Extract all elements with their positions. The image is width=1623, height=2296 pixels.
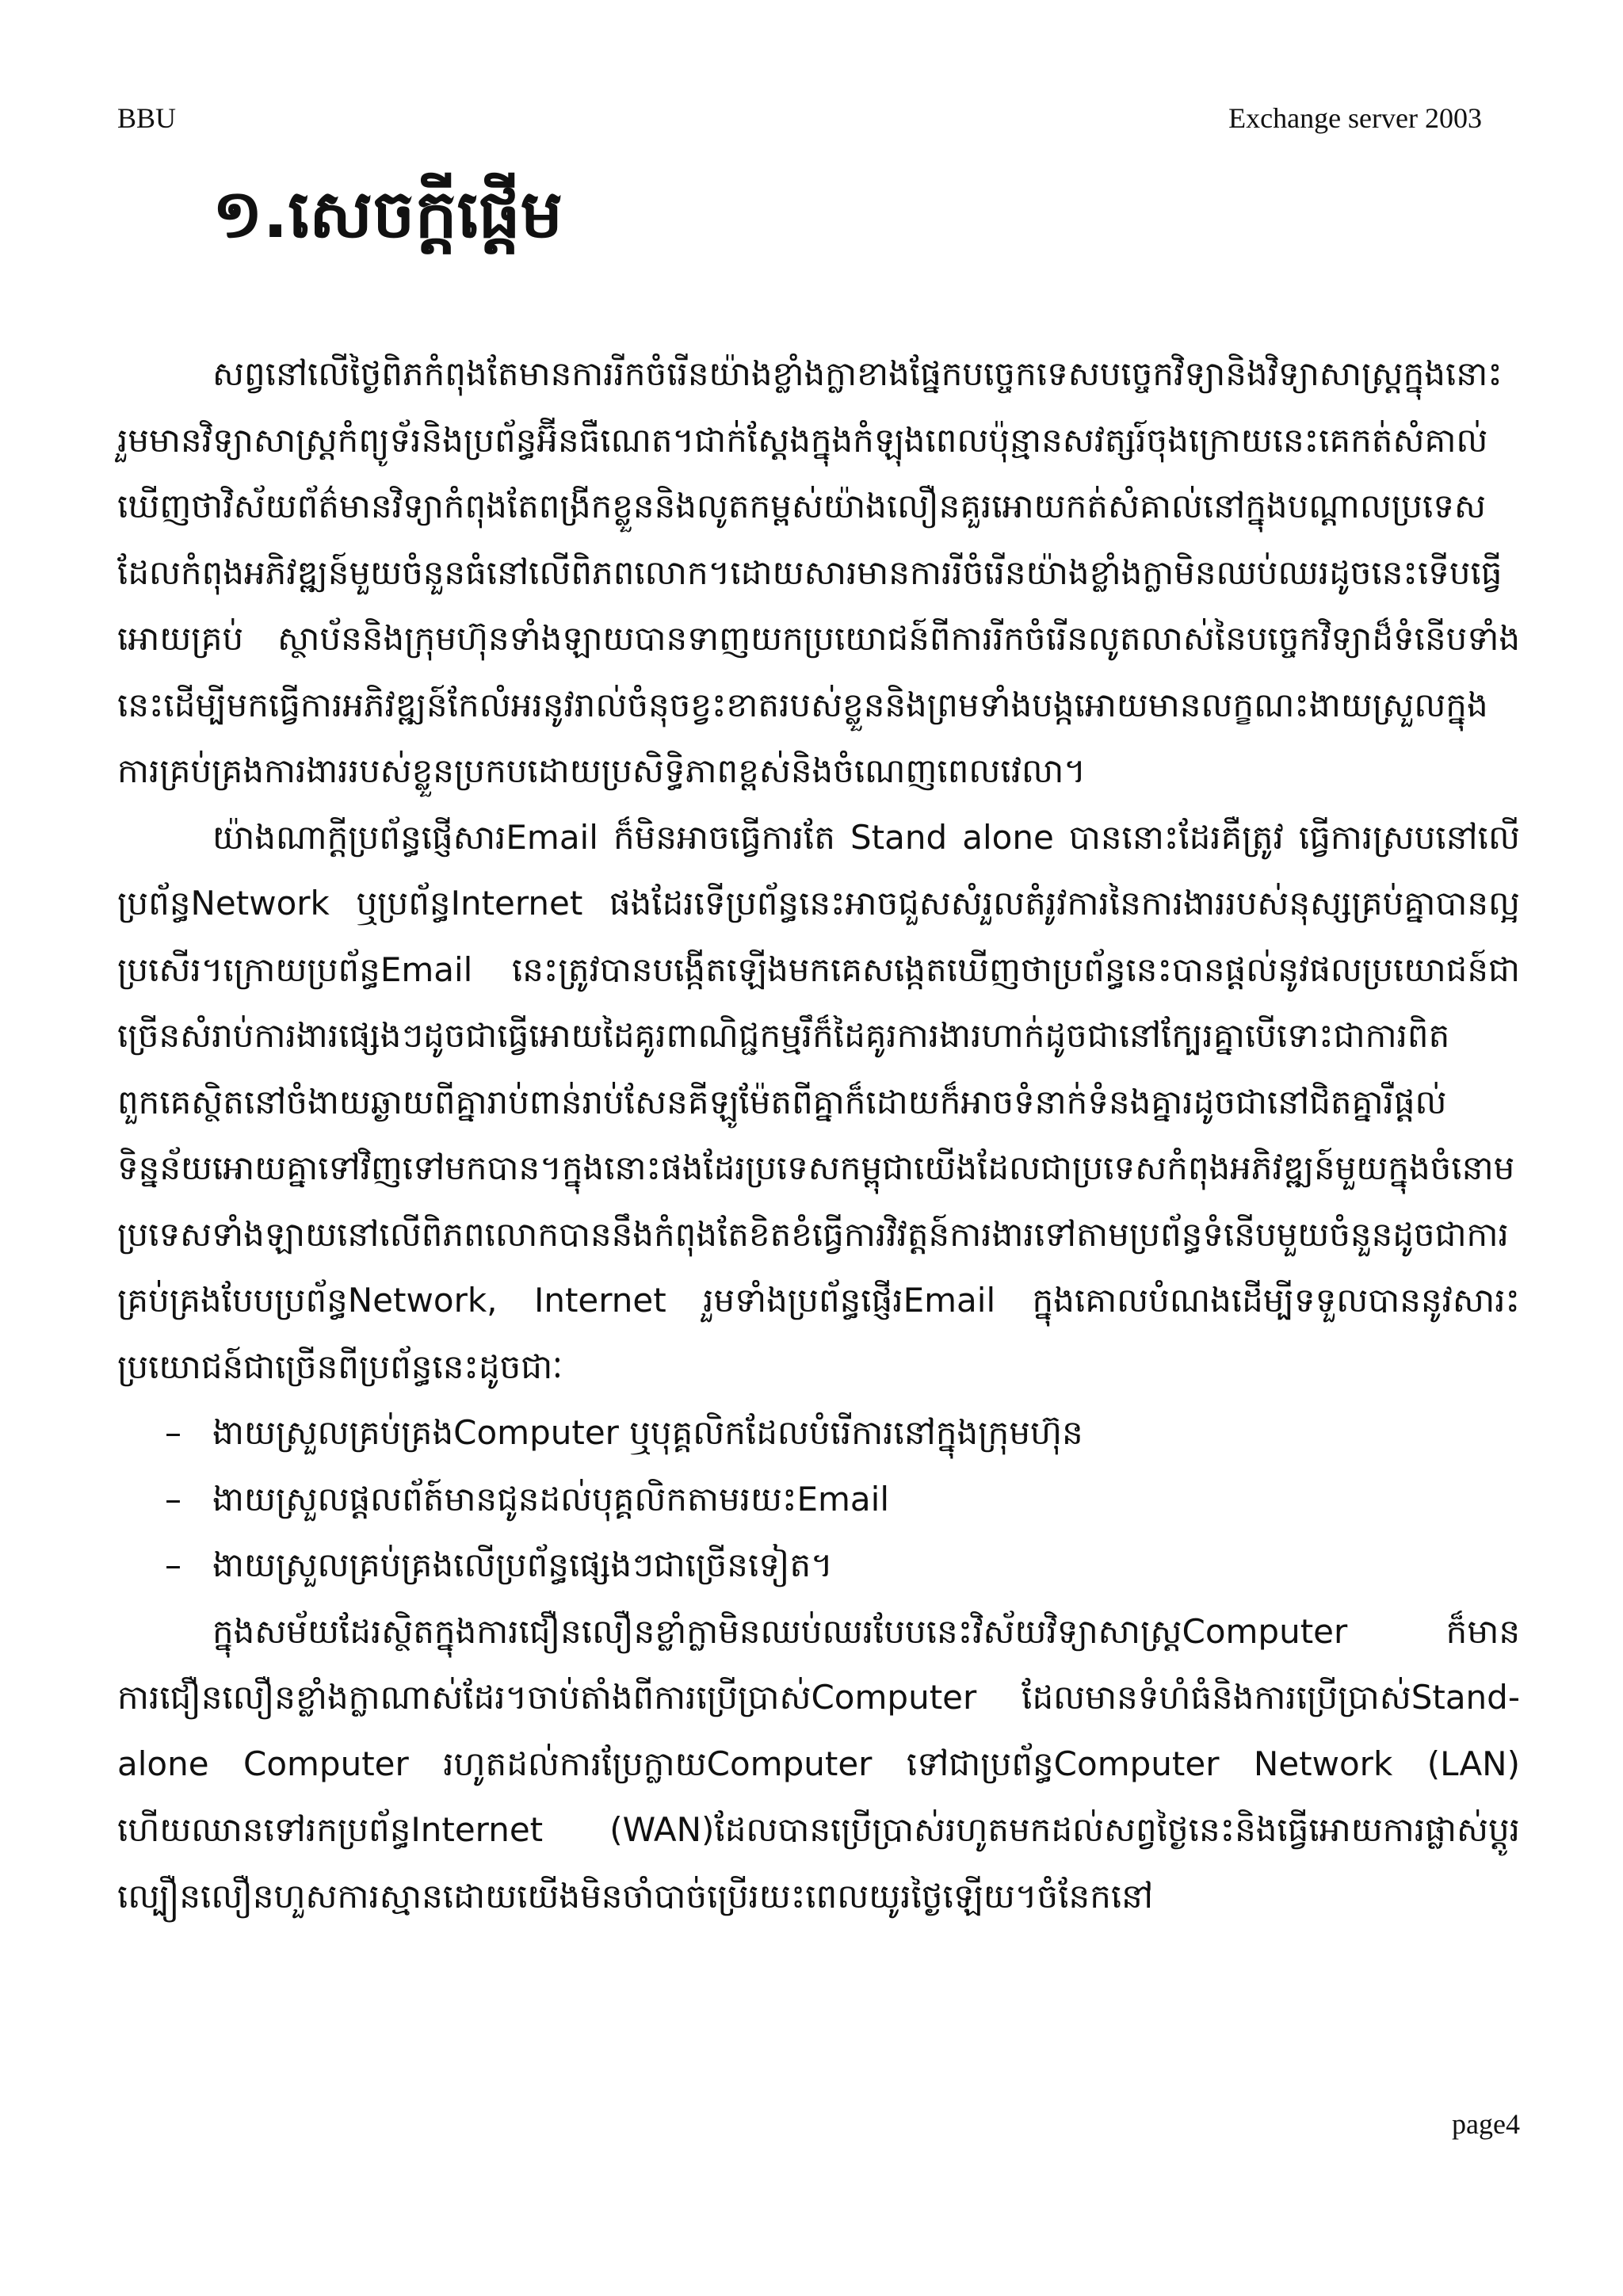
section-title: ១.សេចក្តីផ្តើម	[212, 175, 563, 253]
document-body	[117, 341, 1520, 1929]
list-item	[117, 1466, 1520, 1533]
list-item	[117, 1400, 1520, 1466]
page-number: page4	[1452, 2108, 1520, 2140]
bullet-dash: –	[165, 1479, 181, 1519]
body-paragraph: យ៉ាងណាក្តីប្រព័ន្ធផ្ញើសារEmail ក៏មិនអាចធ្វើការតែ Stand alone បាននោះដែរគឺត្រូវ ធ្វើការស្របនៅលើប្រព័ន្ធNetwork ឬប្រព័ន្ធInternet ផងដែរទើប្រព័ន្ធនេះអាចជួសសំរួលតំរូវការនៃការងាររបស់នុស្សគ្រប់គ្នាបានល្អប្រសើរ។ក្រោយប្រព័ន្ធEmail នេះត្រូវបានបង្កើតឡើងមកគេសង្កេតឃើញថាប្រព័ន្ធនេះបានផ្តល់នូវផលប្រយោជន៍ជាច្រើនសំរាប់ការងារផ្សេងៗដូចជាធ្វើអោយដៃគូរពាណិជ្ជកម្មរឹក៏ដៃគូរការងារហាក់ដូចជានៅក្បែរគ្នាបើទោះជាការពិតពួកគេស្ថិតនៅចំងាយឆ្ងាយពីគ្នារាប់ពាន់រាប់សែនគីឡូម៉ែតពីគ្នាក៏ដោយក៏អាចទំនាក់ទំនងគ្នារដូចជានៅជិតគ្នារឺផ្តល់ទិន្នន័យអោយគ្នាទៅវិញទៅមកបាន។ក្នុងនោះផងដែរប្រទេសកម្ពុជាយើងដែលជាប្រទេសកំពុងអភិវឌ្ឍន៍មួយក្នុងចំនោមប្រទេសទាំងឡាយនៅលើពិភពលោកបាននឹងកំពុងតែខិតខំធ្វើការវិវត្តន៍ការងារទៅតាមប្រព័ន្ធទំនើបមួយចំនួនដូចជាការគ្រប់គ្រងបែបប្រព័ន្ធNetwork, Internet រួមទាំងប្រព័ន្ធផ្ញើរEmail ក្នុងគោលបំណងដើម្បីទទួលបាននូវសារះប្រយោជន៍ជាច្រើនពីប្រព័ន្ធនេះដូចជាៈ	[117, 817, 1520, 1386]
list-item-text: ងាយស្រួលផ្តលព័ត៍មានជូនដល់បុគ្គលិកតាមរយះEmail	[212, 1479, 889, 1519]
list-item	[117, 1532, 1520, 1599]
list-item-text: ងាយស្រួលគ្រប់គ្រងលើប្រព័ន្ធផ្សេងៗជាច្រើនទៀត។	[212, 1545, 833, 1584]
bullet-dash: –	[165, 1545, 181, 1584]
bullet-dash: –	[165, 1413, 181, 1452]
closing-paragraph: ក្នុងសម័យដែរស្ថិតក្នុងការជឿនលឿនខ្លាំក្លាមិនឈប់ឈរបែបនេះវិស័យវិទ្យាសាស្ត្រComputer ក៏មានការជឿនលឿនខ្លាំងក្លាណាស់ដែរ។ចាប់តាំងពីការប្រើប្រាស់Computer ដែលមានទំហំធំនិងការប្រើប្រាស់Stand-alone Computer រហូតដល់ការប្រែក្លាយComputer ទៅជាប្រព័ន្ធComputer Network (LAN) ហើយឈានទៅរកប្រព័ន្ធInternet (WAN)ដែលបានប្រើប្រាស់រហូតមកដល់សព្វថ្ងៃនេះនិងធ្វើអោយការផ្លាស់ប្តូរល្បឿនលឿនហួសការស្មានដោយយើងមិនចាំបាច់ប្រើរយះពេលយូរថ្ងៃឡើយ។ចំនែកនៅ	[117, 1611, 1520, 1916]
header-organization: BBU	[117, 102, 177, 134]
page-header	[117, 98, 1482, 138]
list-item-text: ងាយស្រួលគ្រប់គ្រងComputer ឬបុគ្គលិកដែលបំរើការនៅក្នុងក្រុមហ៊ុន	[212, 1413, 1083, 1452]
header-document-title: Exchange server 2003	[1228, 102, 1482, 134]
benefits-list	[117, 1400, 1520, 1599]
body-paragraph: សព្វនៅលើថ្ងៃពិភកំពុងតែមានការរីកចំរើនយ៉ាងខ្លាំងក្លាខាងផ្នែកបច្ចេកទេសបច្ចេកវិទ្យានិងវិទ្យាសាស្ត្រក្នុងនោះរួមមានវិទ្យាសាស្ត្រកំព្យូទ័រនិងប្រព័ន្ធអ៊ីនធឺណេត។ជាក់ស្តែងក្នុងកំឡុងពេលប៉ុន្មានសវត្សរ៍ចុងក្រោយនេះគេកត់សំគាល់ឃើញថាវិស័យព័ត៌មានវិទ្យាកំពុងតែពង្រីកខ្លួននិងលូតកម្ពស់យ៉ាងលឿនគួរអោយកត់សំគាល់នៅក្នុងបណ្តាលប្រទេសដែលកំពុងអភិវឌ្ឍន៍មួយចំនួនធំនៅលើពិភពលោក។ដោយសារមានការរីចំរើនយ៉ាងខ្លាំងក្លាមិនឈប់ឈរដូចនេះទើបធ្វើអោយគ្រប់ ស្ថាប័ននិងក្រុមហ៊ុនទាំងឡាយបានទាញយកប្រយោជន៍ពីការរីកចំរើនលូតលាស់នៃបច្ចេកវិទ្យាដ៏ទំនើបទាំងនេះដើម្បីមកធ្វើការអភិវឌ្ឍន៍កែលំអរនូវរាល់ចំនុចខ្វះខាតរបស់ខ្លួននិងព្រមទាំងបង្កអោយមានលក្ខណះងាយស្រួលក្នុងការគ្រប់គ្រងការងាររបស់ខ្លួនប្រកបដោយប្រសិទ្ធិភាពខ្ពស់និងចំណេញពេលវេលា។	[117, 354, 1520, 790]
